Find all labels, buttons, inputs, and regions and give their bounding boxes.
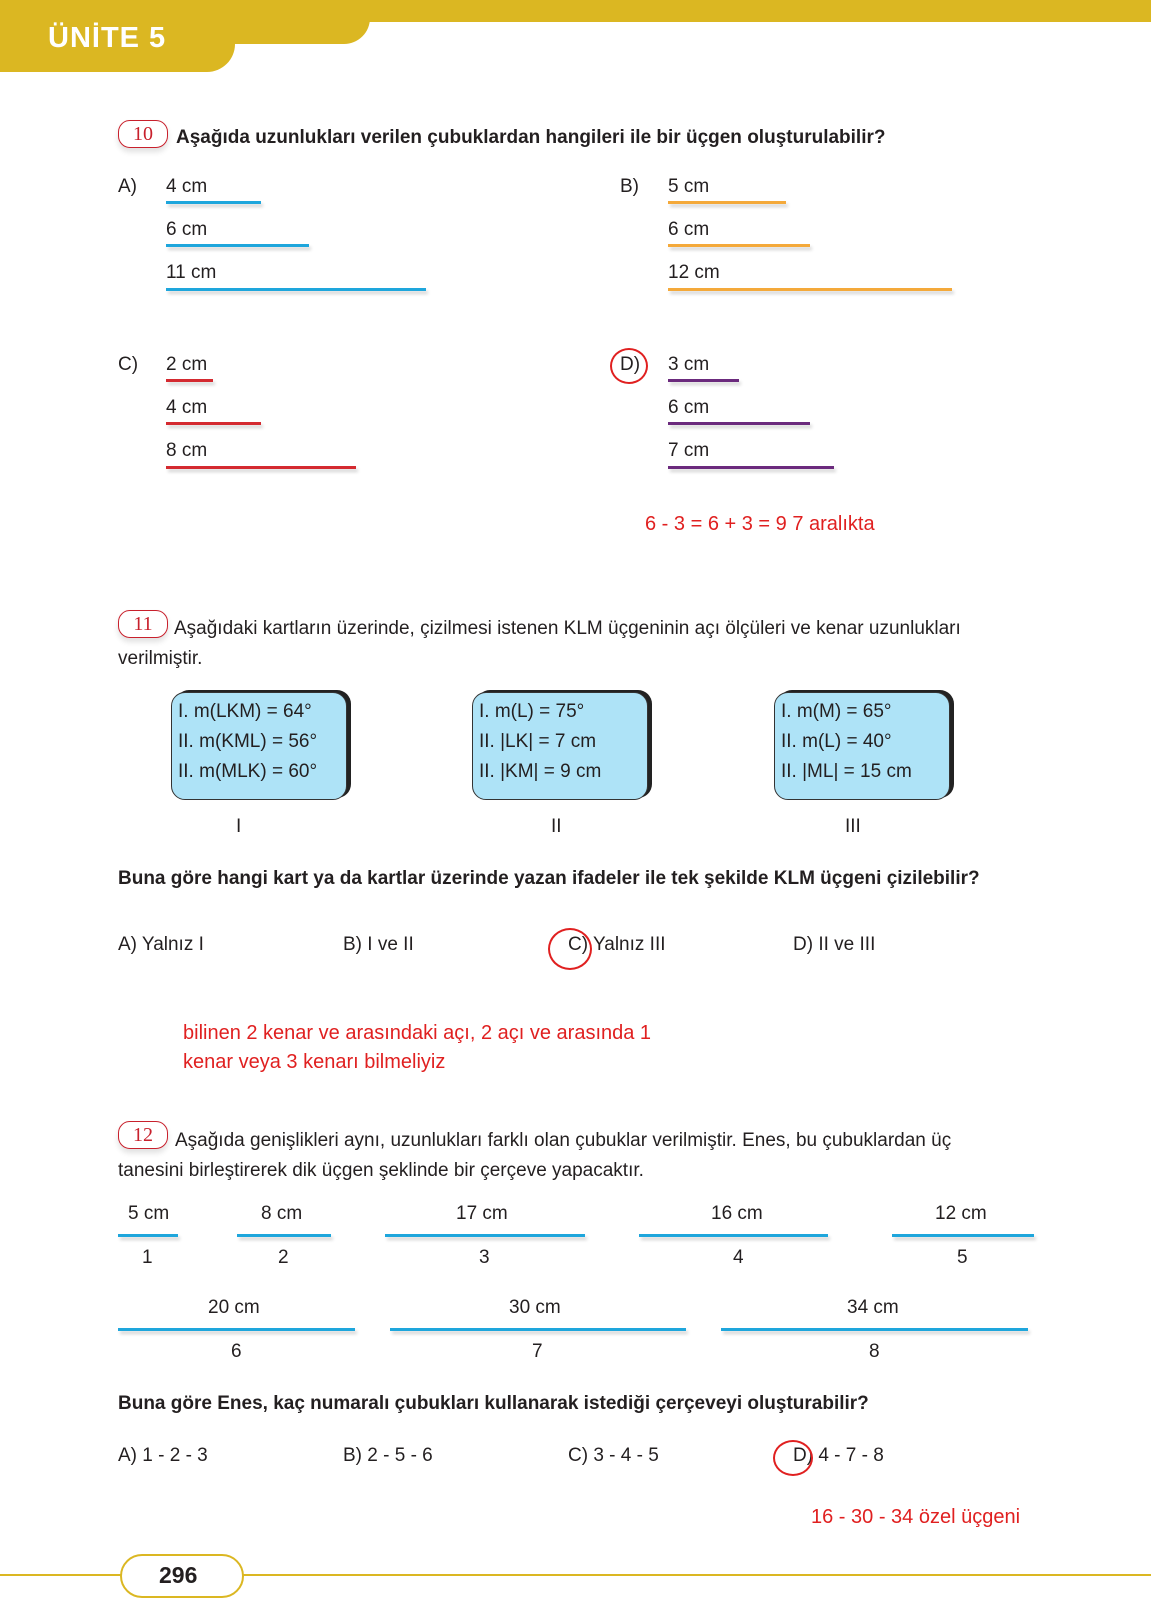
question-text: Buna göre hangi kart ya da kartlar üzerinde yazan ifadeler ile tek şekilde KLM üçgeni çizilebilir? <box>118 868 980 889</box>
card-3 <box>774 692 950 800</box>
rod-number: 4 <box>733 1247 744 1268</box>
rod-bar <box>237 1234 331 1237</box>
rod-length: 8 cm <box>261 1203 303 1224</box>
rod-length: 6 cm <box>166 219 208 240</box>
card-line: I. m(M) = 65° <box>781 701 892 722</box>
rod-length: 12 cm <box>668 262 720 283</box>
rod-bar <box>166 466 356 469</box>
answer-circle <box>610 348 648 384</box>
card-line: II. m(KML) = 56° <box>178 731 318 752</box>
rod-bar <box>668 201 786 204</box>
rod-number: 2 <box>278 1247 289 1268</box>
rod-bar <box>166 422 261 425</box>
answer-d: D) II ve III <box>793 934 876 955</box>
card-caption: III <box>845 816 861 837</box>
rod-bar <box>166 201 261 204</box>
option-label-b: B) <box>620 176 639 197</box>
rod-bar <box>668 422 810 425</box>
card-line: II. |ML| = 15 cm <box>781 761 912 782</box>
option-label-c: C) <box>118 354 139 375</box>
unit-title: ÜNİTE 5 <box>48 22 167 54</box>
question-text: Aşağıdaki kartların üzerinde, çizilmesi istenen KLM üçgeninin açı ölçüleri ve kenar uzunlukları <box>174 618 961 639</box>
question-text: Aşağıda genişlikleri aynı, uzunlukları farklı olan çubuklar verilmiştir. Enes, bu çubuklardan üç <box>175 1130 952 1151</box>
question-number: 11 <box>118 610 168 638</box>
rod-length: 5 cm <box>128 1203 170 1224</box>
card-2 <box>472 692 648 800</box>
handwritten-note: 6 - 3 = 6 + 3 = 9 7 aralıkta <box>645 513 875 535</box>
rod-length: 5 cm <box>668 176 710 197</box>
rod-length: 4 cm <box>166 176 208 197</box>
card-line: II. m(L) = 40° <box>781 731 892 752</box>
rod-bar <box>385 1234 585 1237</box>
answer-a: A) Yalnız I <box>118 934 204 955</box>
card-line: II. |KM| = 9 cm <box>479 761 602 782</box>
answer-a: A) 1 - 2 - 3 <box>118 1445 208 1466</box>
rod-bar <box>166 244 309 247</box>
rod-bar <box>892 1234 1034 1237</box>
rod-length: 6 cm <box>668 397 710 418</box>
rod-length: 16 cm <box>711 1203 763 1224</box>
rod-bar <box>390 1328 686 1331</box>
rod-bar <box>668 379 739 382</box>
option-label-a: A) <box>118 176 137 197</box>
handwritten-note: kenar veya 3 kenarı bilmeliyiz <box>183 1051 446 1073</box>
rod-length: 8 cm <box>166 440 208 461</box>
rod-length: 12 cm <box>935 1203 987 1224</box>
rod-length: 4 cm <box>166 397 208 418</box>
answer-c: C) 3 - 4 - 5 <box>568 1445 659 1466</box>
rod-number: 6 <box>231 1341 242 1362</box>
answer-circle <box>773 1440 813 1476</box>
rod-bar <box>668 466 834 469</box>
handwritten-note: 16 - 30 - 34 özel üçgeni <box>811 1506 1021 1528</box>
handwritten-note: bilinen 2 kenar ve arasındaki açı, 2 açı ve arasında 1 <box>183 1022 652 1044</box>
rod-bar <box>118 1328 355 1331</box>
rod-length: 20 cm <box>208 1297 260 1318</box>
page-number: 296 <box>159 1562 198 1588</box>
card-1 <box>171 692 347 800</box>
rod-number: 1 <box>142 1247 153 1268</box>
question-text: Aşağıda uzunlukları verilen çubuklardan hangileri ile bir üçgen oluşturulabilir? <box>176 127 886 148</box>
rod-length: 2 cm <box>166 354 208 375</box>
rod-number: 8 <box>869 1341 880 1362</box>
rod-bar <box>668 244 810 247</box>
rod-bar <box>721 1328 1028 1331</box>
answer-circle <box>548 928 592 970</box>
answer-c: C) Yalnız III <box>568 934 666 955</box>
answer-d: D) 4 - 7 - 8 <box>793 1445 884 1466</box>
rod-bar <box>166 288 426 291</box>
rod-length: 3 cm <box>668 354 710 375</box>
card-line: II. m(MLK) = 60° <box>178 761 318 782</box>
rod-length: 7 cm <box>668 440 710 461</box>
rod-length: 34 cm <box>847 1297 899 1318</box>
rod-length: 6 cm <box>668 219 710 240</box>
rod-bar <box>166 379 213 382</box>
option-label-d: D) <box>620 354 641 375</box>
card-line: I. m(LKM) = 64° <box>178 701 312 722</box>
question-number: 10 <box>118 120 168 148</box>
question-number: 12 <box>118 1121 168 1149</box>
question-text: Buna göre Enes, kaç numaralı çubukları kullanarak istediği çerçeveyi oluşturabilir? <box>118 1393 869 1414</box>
rod-bar <box>118 1234 178 1237</box>
question-text: verilmiştir. <box>118 648 203 669</box>
rod-length: 17 cm <box>456 1203 508 1224</box>
rod-bar <box>639 1234 828 1237</box>
rod-number: 3 <box>479 1247 490 1268</box>
answer-b: B) I ve II <box>343 934 414 955</box>
rod-length: 30 cm <box>509 1297 561 1318</box>
card-line: II. |LK| = 7 cm <box>479 731 597 752</box>
rod-bar <box>668 288 952 291</box>
rod-number: 7 <box>532 1341 543 1362</box>
answer-b: B) 2 - 5 - 6 <box>343 1445 433 1466</box>
rod-number: 5 <box>957 1247 968 1268</box>
card-caption: II <box>551 816 562 837</box>
question-text: tanesini birleştirerek dik üçgen şeklinde bir çerçeve yapacaktır. <box>118 1160 644 1181</box>
card-line: I. m(L) = 75° <box>479 701 585 722</box>
rod-length: 11 cm <box>166 262 217 283</box>
card-caption: I <box>236 816 242 837</box>
